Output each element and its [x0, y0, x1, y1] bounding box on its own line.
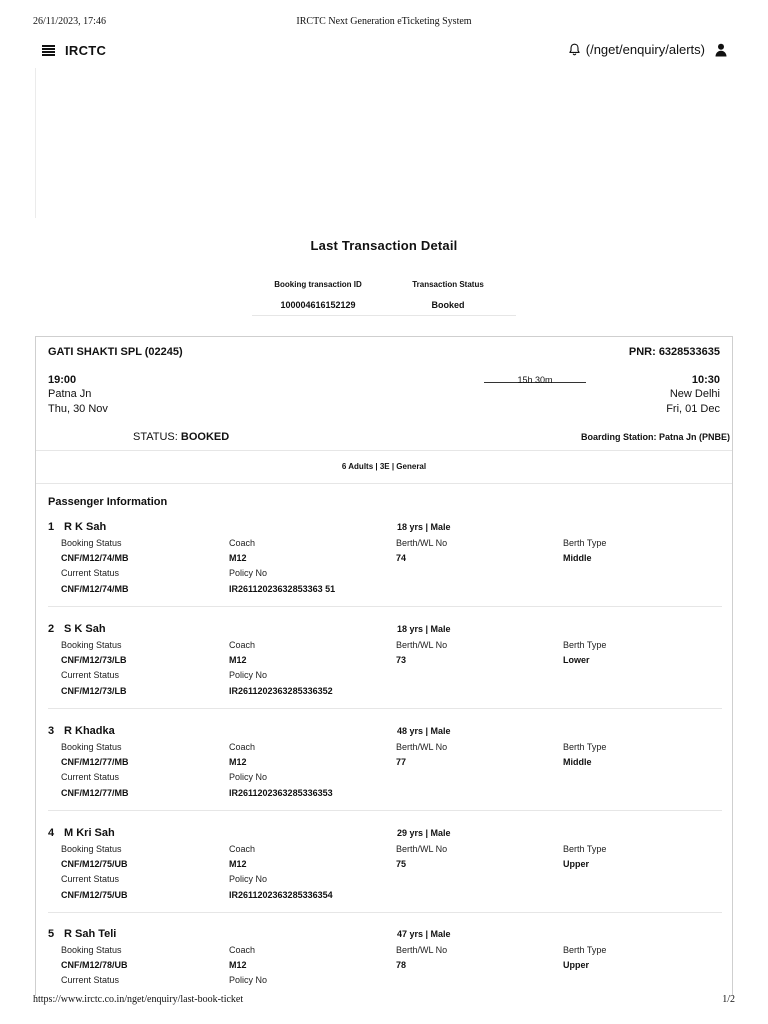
passenger-age-gender: 48 yrs | Male: [397, 726, 451, 736]
booking-status: [133, 431, 229, 443]
passenger-number: 2: [48, 623, 55, 635]
passenger-name: M Kri Sah: [64, 827, 115, 839]
current-status-value: CNF/M12/77/MB: [61, 788, 129, 798]
berth-value: 73: [396, 655, 407, 665]
divider: [36, 450, 732, 451]
divider: [48, 606, 722, 607]
passenger-age-gender: 29 yrs | Male: [397, 828, 451, 838]
print-page-number: 1/2: [722, 994, 735, 1005]
booking-status-value: CNF/M12/75/UB: [61, 859, 128, 869]
passenger-number: 5: [48, 928, 55, 940]
passenger-info-heading: Passenger Information: [48, 496, 168, 508]
print-datetime: 26/11/2023, 17:46: [33, 16, 106, 27]
transaction-id-column: [252, 278, 384, 310]
coach-value: M12: [229, 960, 247, 970]
passenger-age-gender: 18 yrs | Male: [397, 624, 451, 634]
print-header: [33, 16, 735, 30]
transaction-status-header: Transaction Status: [412, 280, 484, 289]
coach-label: Coach: [229, 945, 256, 955]
berth-type-value: Upper: [563, 859, 590, 869]
passenger-card: [36, 521, 734, 621]
current-status-label: Current Status: [61, 670, 120, 680]
berth-value: 75: [396, 859, 407, 869]
coach-value: M12: [229, 859, 247, 869]
arrival-station: New Delhi: [669, 388, 720, 400]
policy-value: IR26112023632853363 51: [229, 584, 336, 594]
booking-status-value: CNF/M12/74/MB: [61, 553, 129, 563]
divider: [48, 912, 722, 913]
passenger-age-gender: 18 yrs | Male: [397, 522, 451, 532]
policy-label: Policy No: [229, 975, 268, 985]
transaction-id-value: 100004616152129: [280, 300, 356, 310]
passenger-number: 1: [48, 521, 55, 533]
policy-label: Policy No: [229, 670, 268, 680]
berth-type-label: Berth Type: [563, 538, 607, 548]
passenger-name: R Khadka: [64, 725, 115, 737]
transaction-table: [252, 278, 516, 316]
current-status-value: CNF/M12/75/UB: [61, 890, 128, 900]
arrival-time: 10:30: [691, 374, 720, 386]
bell-icon: [568, 43, 581, 56]
current-status-label: Current Status: [61, 874, 120, 884]
banner-placeholder: [35, 68, 36, 218]
ticket-card: [35, 336, 733, 996]
train-name: GATI SHAKTI SPL (02245): [48, 346, 183, 358]
coach-value: M12: [229, 757, 247, 767]
print-footer: [33, 994, 735, 1006]
alerts-link-text: (/nget/enquiry/alerts): [585, 42, 705, 57]
current-status-label: Current Status: [61, 975, 120, 985]
booking-status-value: CNF/M12/73/LB: [61, 655, 127, 665]
berth-type-value: Middle: [563, 757, 592, 767]
berth-label: Berth/WL No: [396, 538, 448, 548]
current-status-label: Current Status: [61, 568, 120, 578]
current-status-value: CNF/M12/74/MB: [61, 584, 129, 594]
print-page-title: IRCTC Next Generation eTicketing System: [296, 16, 472, 27]
divider: [36, 483, 732, 484]
brand-logo[interactable]: IRCTC: [65, 43, 107, 58]
current-status-label: Current Status: [61, 772, 120, 782]
boarding-station: Boarding Station: Patna Jn (PNBE): [580, 432, 730, 442]
passenger-card: [36, 725, 734, 825]
journey-duration: 15h 30m: [517, 375, 553, 385]
departure-time: 19:00: [48, 374, 77, 386]
booking-status-label: Booking Status: [61, 844, 122, 854]
coach-label: Coach: [229, 538, 256, 548]
print-url: https://www.irctc.co.in/nget/enquiry/last-book-ticket: [33, 994, 244, 1005]
pnr-number: PNR: 6328533635: [628, 346, 720, 358]
berth-value: 78: [396, 960, 407, 970]
passenger-card: [36, 928, 734, 994]
berth-label: Berth/WL No: [396, 945, 448, 955]
berth-type-value: Lower: [563, 655, 590, 665]
transaction-status-column: [392, 278, 504, 310]
booking-status-label: Booking Status: [61, 742, 122, 752]
booking-status-label: Booking Status: [61, 640, 122, 650]
passenger-summary: 6 Adults | 3E | General: [341, 462, 427, 471]
booking-status-label: Booking Status: [61, 538, 122, 548]
policy-value: IR2611202363285336352: [229, 686, 333, 696]
passenger-number: 4: [48, 827, 55, 839]
divider: [48, 708, 722, 709]
berth-type-value: Upper: [563, 960, 590, 970]
berth-type-label: Berth Type: [563, 742, 607, 752]
departure-station: Patna Jn: [48, 388, 92, 400]
page-title: Last Transaction Detail: [310, 238, 458, 253]
berth-label: Berth/WL No: [396, 742, 448, 752]
transaction-status-value: Booked: [431, 300, 465, 310]
booking-status-label: Booking Status: [61, 945, 122, 955]
coach-value: M12: [229, 553, 247, 563]
berth-type-label: Berth Type: [563, 844, 607, 854]
menu-icon[interactable]: [42, 45, 55, 56]
divider: [48, 810, 722, 811]
coach-label: Coach: [229, 742, 256, 752]
passenger-name: S K Sah: [64, 623, 106, 635]
berth-type-label: Berth Type: [563, 640, 607, 650]
current-status-value: CNF/M12/73/LB: [61, 686, 127, 696]
coach-label: Coach: [229, 844, 256, 854]
passenger-number: 3: [48, 725, 55, 737]
passenger-name: R K Sah: [64, 521, 107, 533]
berth-type-value: Middle: [563, 553, 592, 563]
booking-status-value: CNF/M12/78/UB: [61, 960, 128, 970]
berth-type-label: Berth Type: [563, 945, 607, 955]
berth-value: 77: [396, 757, 407, 767]
berth-value: 74: [396, 553, 407, 563]
booking-status-value: BOOKED: [180, 431, 230, 443]
policy-value: IR2611202363285336353: [229, 788, 333, 798]
passenger-name: R Sah Teli: [64, 928, 117, 940]
berth-label: Berth/WL No: [396, 640, 448, 650]
coach-label: Coach: [229, 640, 256, 650]
policy-value: IR2611202363285336354: [229, 890, 333, 900]
passenger-age-gender: 47 yrs | Male: [397, 929, 451, 939]
alerts-link[interactable]: [568, 42, 705, 57]
booking-status-value: CNF/M12/77/MB: [61, 757, 129, 767]
berth-label: Berth/WL No: [396, 844, 448, 854]
departure-date: Thu, 30 Nov: [48, 403, 108, 415]
passenger-card: [36, 827, 734, 927]
user-icon[interactable]: [715, 43, 727, 57]
transaction-id-header: Booking transaction ID: [274, 280, 362, 289]
policy-label: Policy No: [229, 874, 268, 884]
policy-label: Policy No: [229, 568, 268, 578]
passenger-card: [36, 623, 734, 723]
booking-status-prefix: STATUS:: [133, 431, 178, 443]
coach-value: M12: [229, 655, 247, 665]
policy-label: Policy No: [229, 772, 268, 782]
arrival-date: Fri, 01 Dec: [666, 403, 720, 415]
navbar: [33, 40, 735, 62]
